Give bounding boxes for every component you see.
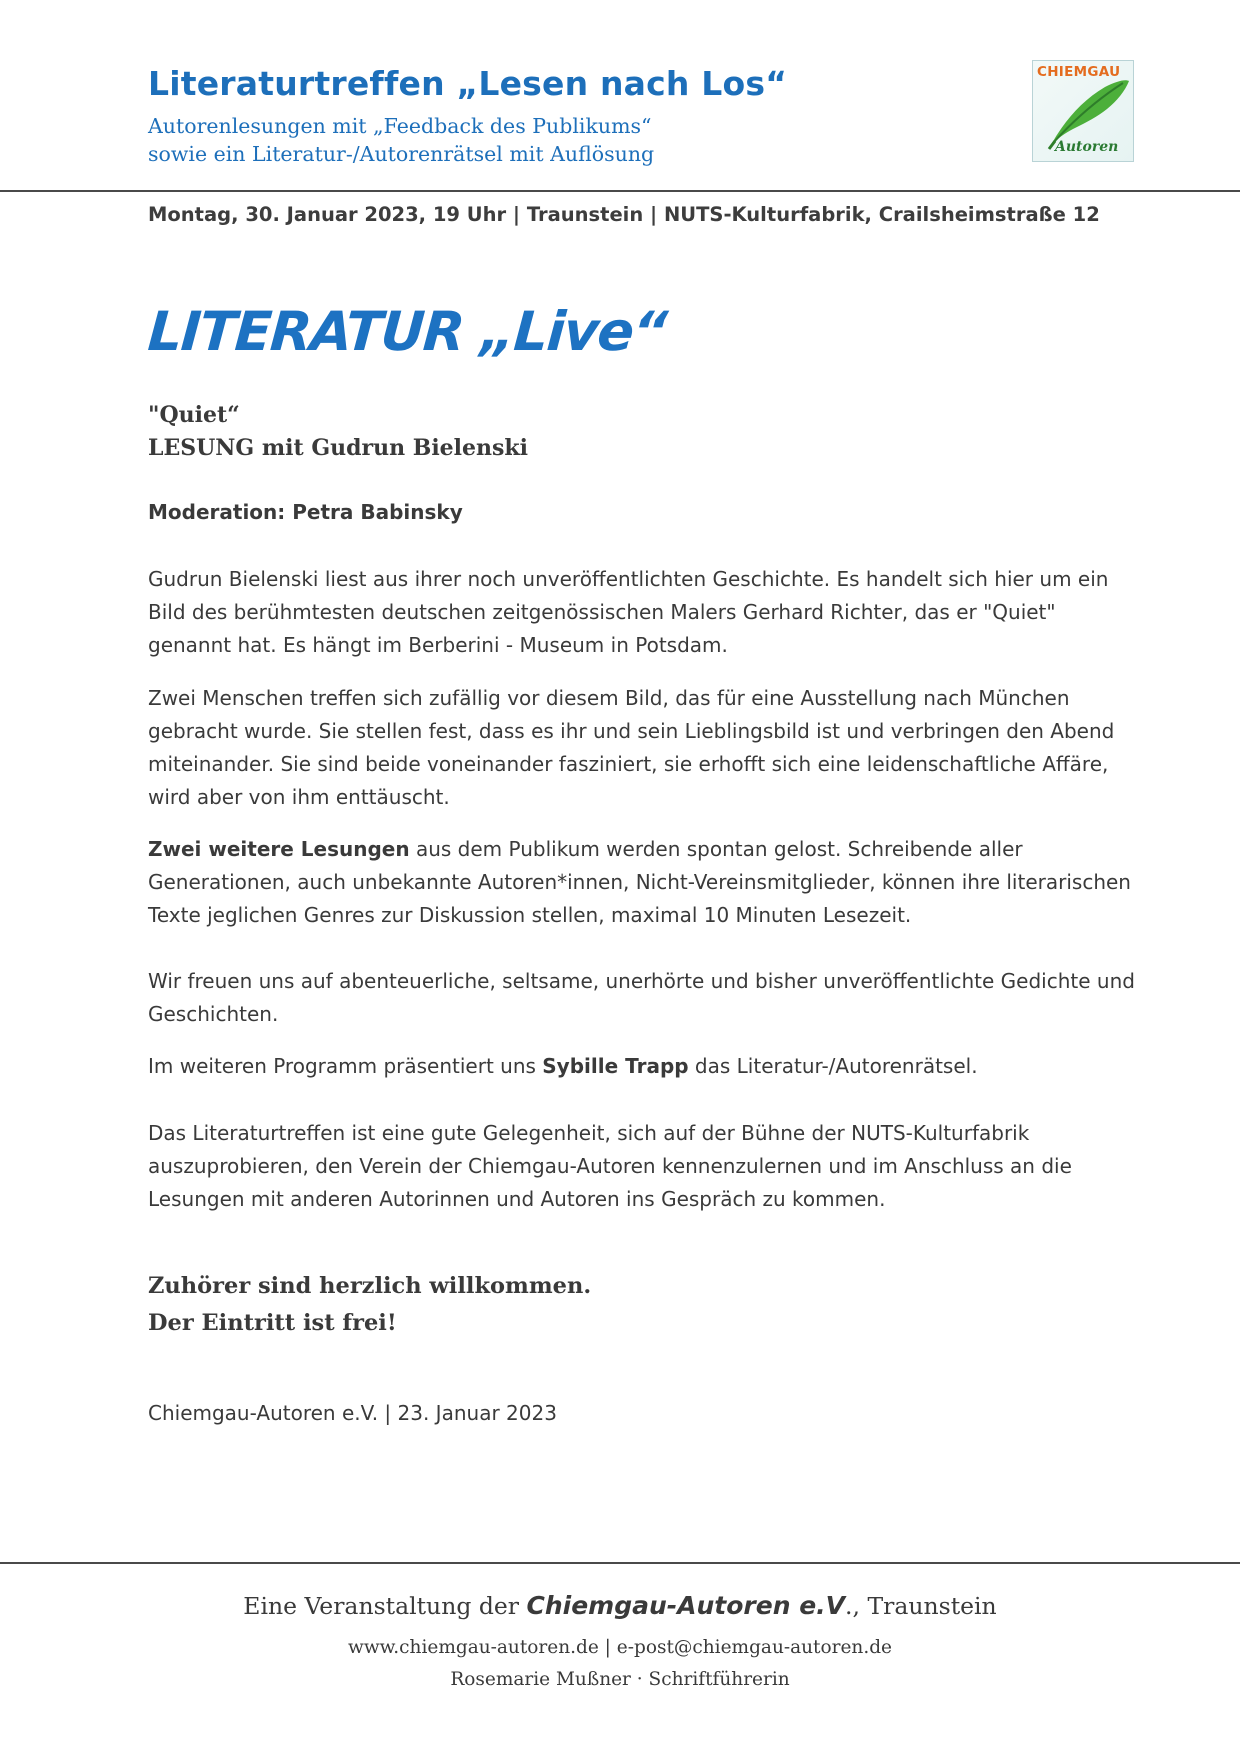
event-details: Montag, 30. Januar 2023, 19 Uhr | Traunstein | NUTS-Kulturfabrik, Crailsheimstraße 12: [148, 203, 1100, 226]
footer-organizer-post: ., Traunstein: [845, 1592, 997, 1620]
paragraph-invitation: Wir freuen uns auf abenteuerliche, seltsame, unerhörte und bisher unveröffentlichte Gedichte und Geschichten.: [148, 969, 1135, 1026]
moderation-credit: Moderation: Petra Babinsky: [148, 500, 463, 524]
footer-organizer: [0, 1591, 1240, 1620]
logo-wordmark-bottom: Autoren: [1055, 139, 1119, 155]
footer-organizer-name: Chiemgau-Autoren e.V: [526, 1591, 846, 1620]
paragraph-open-readings: [148, 833, 1138, 932]
footer-divider: [0, 1562, 1240, 1564]
reading-subtitle: LESUNG mit Gudrun Bielenski: [148, 435, 529, 461]
paragraph-opportunity: Das Literaturtreffen ist eine gute Gelegenheit, sich auf der Bühne der NUTS-Kulturfabrik auszuprobieren, den Verein der Chiemgau-Autoren kennenzulernen und im Anschluss an die Lesungen mit anderen Autorinnen und Autoren ins Gespräch zu kommen.: [148, 1121, 1072, 1211]
footer-organizer-pre: Eine Veranstaltung der: [243, 1592, 527, 1620]
paragraph-synopsis-2: Zwei Menschen treffen sich zufällig vor diesem Bild, das für eine Ausstellung nach München gebracht wurde. Sie stellen fest, dass es ihr und sein Lieblingsbild ist und verbringen den Abend miteinander. Sie sind beide voneinander fasziniert, sie erhofft sich eine leidenschaftliche Affäre, wird aber von ihm enttäuscht.: [148, 686, 1115, 809]
page-subtitle-line1: Autorenlesungen mit „Feedback des Publikums“: [148, 114, 652, 138]
open-readings-text: aus dem Publikum werden spontan gelost. Schreibende aller Generationen, auch unbekannte Autoren*innen, Nicht-Vereinsmitglieder, können ihre literarischen Texte jeglichen Genres zur Diskussion stellen, maximal 10 Minuten Lesezeit.: [148, 837, 1131, 927]
reading-title: "Quiet“: [148, 402, 240, 428]
chiemgau-autoren-logo: [1032, 60, 1134, 162]
logo-wordmark-top: CHIEMGAU: [1037, 64, 1121, 80]
welcome-note: [148, 1268, 591, 1342]
signoff-date: Chiemgau-Autoren e.V. | 23. Januar 2023: [148, 1401, 557, 1425]
footer-secretary: Rosemarie Mußner · Schriftführerin: [450, 1669, 790, 1690]
program-text-pre: Im weiteren Programm präsentiert uns: [148, 1054, 543, 1078]
welcome-line-1: Zuhörer sind herzlich willkommen.: [148, 1273, 592, 1299]
literature-live-heading: LITERATUR „Live“: [146, 300, 669, 363]
open-readings-highlight: Zwei weitere Lesungen: [148, 837, 410, 861]
footer-contact: www.chiemgau-autoren.de | e-post@chiemgau-autoren.de: [347, 1637, 893, 1658]
program-presenter: Sybille Trapp: [542, 1054, 689, 1078]
paragraph-program: [148, 1050, 1138, 1083]
header-divider: [0, 190, 1240, 192]
welcome-line-2: Der Eintritt ist frei!: [148, 1310, 397, 1336]
page-title: Literaturtreffen „Lesen nach Los“: [148, 64, 788, 103]
program-text-post: das Literatur-/Autorenrätsel.: [688, 1054, 978, 1078]
page-subtitle-line2: sowie ein Literatur-/Autorenrätsel mit Auflösung: [148, 142, 655, 166]
paragraph-synopsis-1: Gudrun Bielenski liest aus ihrer noch unveröffentlichten Geschichte. Es handelt sich hier um ein Bild des berühmtesten deutschen zeitgenössischen Malers Gerhard Richter, das er "Quiet" genannt hat. Es hängt im Berberini - Museum in Potsdam.: [148, 567, 1109, 657]
